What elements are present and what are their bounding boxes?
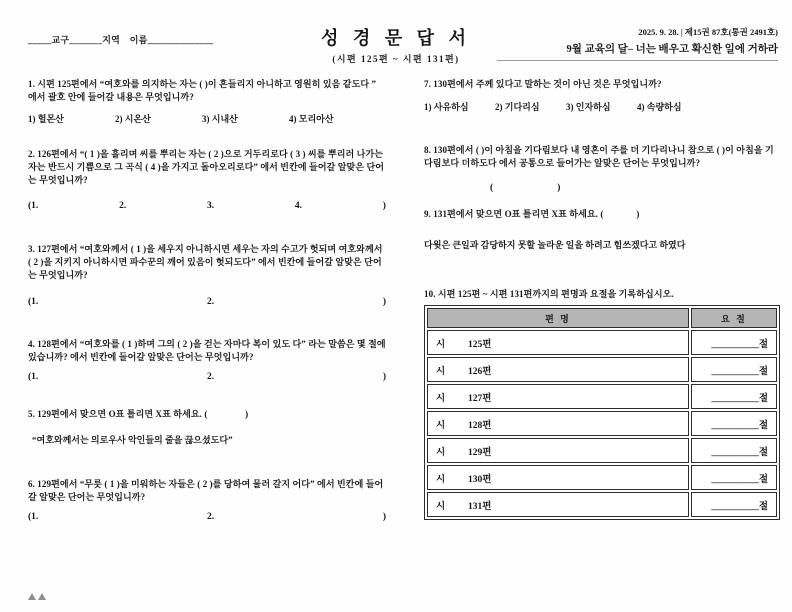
- book-label: 시: [436, 447, 446, 458]
- verse-blank: __________절: [691, 465, 777, 490]
- page-subtitle: (시편 125편 ~ 시편 131편): [332, 54, 460, 64]
- book-label: 시: [436, 501, 446, 512]
- verse-blank: __________절: [691, 411, 777, 436]
- book-label: 시: [436, 393, 446, 404]
- table-row: [427, 411, 777, 436]
- question-9-quote: 다윗은 큰일과 감당하지 못할 놀라운 일을 하려고 힘쓰겠다고 하였다: [424, 240, 686, 250]
- chapter-verse-table: [424, 305, 780, 520]
- triangle-mark-icon: [28, 593, 36, 600]
- table-row: [427, 438, 777, 463]
- triangle-mark-icon: [38, 593, 46, 600]
- option-1: 1) 사유하심: [424, 102, 469, 112]
- table-row: [427, 465, 777, 490]
- question-3-text: 3. 127편에서 “여호와께서 ( 1 )을 세우지 아니하시면 세우는 자의 수고가 헛되며 여호와께서 ( 2 )을 지키지 아니하시면 파수꾼의 깨어 있음이 헛되도다” 에서 빈칸에 들어갈 알맞은 단어는 무엇입니까?: [28, 244, 383, 280]
- question-10-text: 10. 시편 125편 ~ 시편 131편까지의 편명과 요절을 기록하십시오.: [424, 289, 674, 299]
- book-label: 시: [436, 339, 446, 350]
- question-1-text: 1. 시편 125편에서 “여호와를 의지하는 자는 ( )이 흔들리지 아니하고 영원히 있음 같도다 ” 에서 괄호 안에 들어갈 내용은 무엇입니까?: [28, 79, 377, 102]
- answer-slot-3: 3.: [206, 201, 215, 211]
- answer-slot-2: 2.: [207, 372, 215, 382]
- table-row: [427, 492, 777, 517]
- answer-close-paren: ): [382, 297, 386, 307]
- answer-slot-1: (1.: [28, 372, 39, 382]
- question-5-quote: “여호와께서는 의로우사 악인들의 줄을 끊으셨도다”: [32, 435, 233, 445]
- chapter-label: 126편: [468, 366, 492, 377]
- question-3-answer-line: [28, 297, 386, 307]
- verse-blank: __________절: [691, 492, 777, 517]
- table-row: [427, 357, 777, 382]
- answer-close-paren: ): [382, 512, 386, 522]
- option-2: 2) 기다리심: [495, 102, 540, 112]
- question-7-text: 7. 130편에서 주께 있다고 말하는 것이 아닌 것은 무엇입니까?: [424, 79, 662, 89]
- answer-slot-1: (1.: [28, 297, 39, 307]
- question-2-answer-line: [28, 201, 386, 211]
- question-5-text: 5. 129편에서 맞으면 O표 틀리면 X표 하세요. ( ): [28, 409, 249, 419]
- page-title: 성 경 문 답 서: [321, 28, 471, 48]
- option-1: 1) 헐몬산: [28, 114, 64, 124]
- option-2: 2) 시온산: [115, 114, 151, 124]
- answer-slot-2: 2.: [207, 512, 215, 522]
- chapter-label: 129편: [468, 447, 492, 458]
- verse-blank: __________절: [691, 384, 777, 409]
- chapter-label: 130편: [468, 474, 492, 485]
- book-label: 시: [436, 366, 446, 377]
- table-row: [427, 330, 777, 355]
- question-1-options: [28, 112, 386, 125]
- answer-slot-1: (1.: [28, 512, 39, 522]
- answer-close-paren: ): [382, 201, 386, 211]
- answer-close-paren: ): [382, 372, 386, 382]
- chapter-label: 128편: [468, 420, 492, 431]
- answer-slot-1: (1.: [28, 201, 39, 211]
- question-2-text: 2. 126편에서 “( 1 )을 흘리며 씨를 뿌리는 자는 ( 2 )으로 거두리로다 ( 3 ) 씨를 뿌리러 나가는 자는 반드시 기쁨으로 그 곡식 ( 4 )을 가지고 돌아오리로다” 에서 빈칸에 들어갈 알맞은 단어는 무엇입니까?: [28, 149, 385, 185]
- question-8-text: 8. 130편에서 ( )이 아침을 기다림보다 내 영혼이 주를 더 기다리나니 참으로 ( )이 아침을 기다림보다 더하도다 에서 공통으로 들어가는 알맞은 단어는 무엇입니까?: [424, 145, 774, 168]
- option-4: 4) 모리아산: [289, 114, 334, 124]
- book-label: 시: [436, 420, 446, 431]
- chapter-label: 127편: [468, 393, 492, 404]
- monthly-theme: 9월 교육의 달– 너는 배우고 확신한 일에 거하라: [566, 44, 778, 55]
- header-rule: [497, 60, 778, 61]
- table-row: [427, 384, 777, 409]
- option-3: 3) 인자하심: [566, 102, 611, 112]
- verse-blank: __________절: [691, 357, 777, 382]
- issue-info: 2025. 9. 28. | 제15권 87호(통권 2491호): [638, 27, 778, 37]
- column-header-verse: 요 절: [691, 308, 777, 328]
- answer-slot-2: 2.: [119, 201, 127, 211]
- question-8-answer-line: ( ): [490, 183, 561, 193]
- question-6-answer-line: [28, 512, 386, 522]
- book-label: 시: [436, 474, 446, 485]
- verse-blank: __________절: [691, 330, 777, 355]
- verse-blank: __________절: [691, 438, 777, 463]
- answer-slot-2: 2.: [207, 297, 215, 307]
- table-header-row: [427, 308, 777, 328]
- question-9-text: 9. 131편에서 맞으면 O표 틀리면 X표 하세요. ( ): [424, 209, 640, 219]
- answer-slot-4: 4.: [294, 201, 303, 211]
- question-6-text: 6. 129편에서 “무릇 ( 1 )을 미워하는 자들은 ( 2 )를 당하여 물러 갈지 어다” 에서 빈칸에 들어갈 알맞은 단어는 무엇입니까?: [28, 479, 384, 502]
- question-4-text: 4. 128편에서 “여호와를 ( 1 )하며 그의 ( 2 )을 걷는 자마다 복이 있도 다” 라는 말씀은 몇 절에 있습니까? 에서 빈칸에 들어갈 알맞은 단어는 무엇입니까?: [28, 339, 386, 362]
- member-info-line: _____교구_______지역 이름______________: [28, 35, 214, 45]
- chapter-label: 131편: [468, 501, 492, 512]
- chapter-label: 125편: [468, 339, 492, 350]
- question-7-options: [424, 100, 780, 113]
- option-3: 3) 시내산: [202, 114, 238, 124]
- column-header-name: 편 명: [427, 308, 689, 328]
- question-4-answer-line: [28, 372, 386, 382]
- option-4: 4) 속량하심: [637, 102, 682, 112]
- corner-logo-mark: [28, 587, 48, 605]
